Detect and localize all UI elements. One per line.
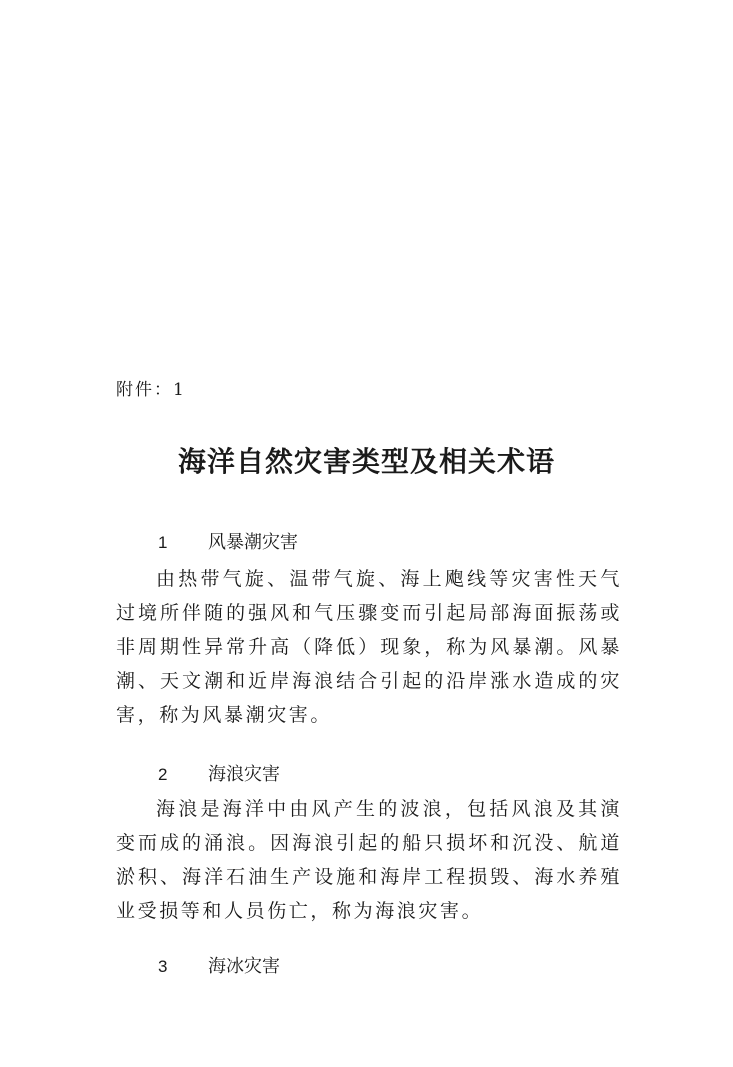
attachment-label: 附件：1 (116, 380, 186, 400)
section-number: 1 (158, 533, 168, 552)
section-number: 3 (158, 957, 168, 976)
section-body-wave: 海浪是海洋中由风产生的波浪，包括风浪及其演变而成的涌浪。因海浪引起的船只损坏和沉没、航道淤积、海洋石油生产设施和海岸工程损毁、海水养殖业受损等和人员伤亡，称为海浪灾害。 (116, 798, 622, 922)
section-title: 风暴潮灾害 (208, 532, 298, 553)
section-title: 海冰灾害 (208, 956, 280, 977)
section-heading-sea-ice (158, 952, 280, 978)
section-number: 2 (158, 765, 168, 784)
section-title: 海浪灾害 (208, 764, 280, 785)
section-body-storm-surge: 由热带气旋、温带气旋、海上飑线等灾害性天气过境所伴随的强风和气压骤变而引起局部海面振荡或非周期性异常升高（降低）现象，称为风暴潮。风暴潮、天文潮和近岸海浪结合引起的沿岸涨水造成的灾害，称为风暴潮灾害。 (116, 568, 622, 726)
section-heading-storm-surge (158, 528, 298, 554)
section-heading-wave (158, 760, 280, 786)
document-title: 海洋自然灾害类型及相关术语 (177, 445, 555, 478)
